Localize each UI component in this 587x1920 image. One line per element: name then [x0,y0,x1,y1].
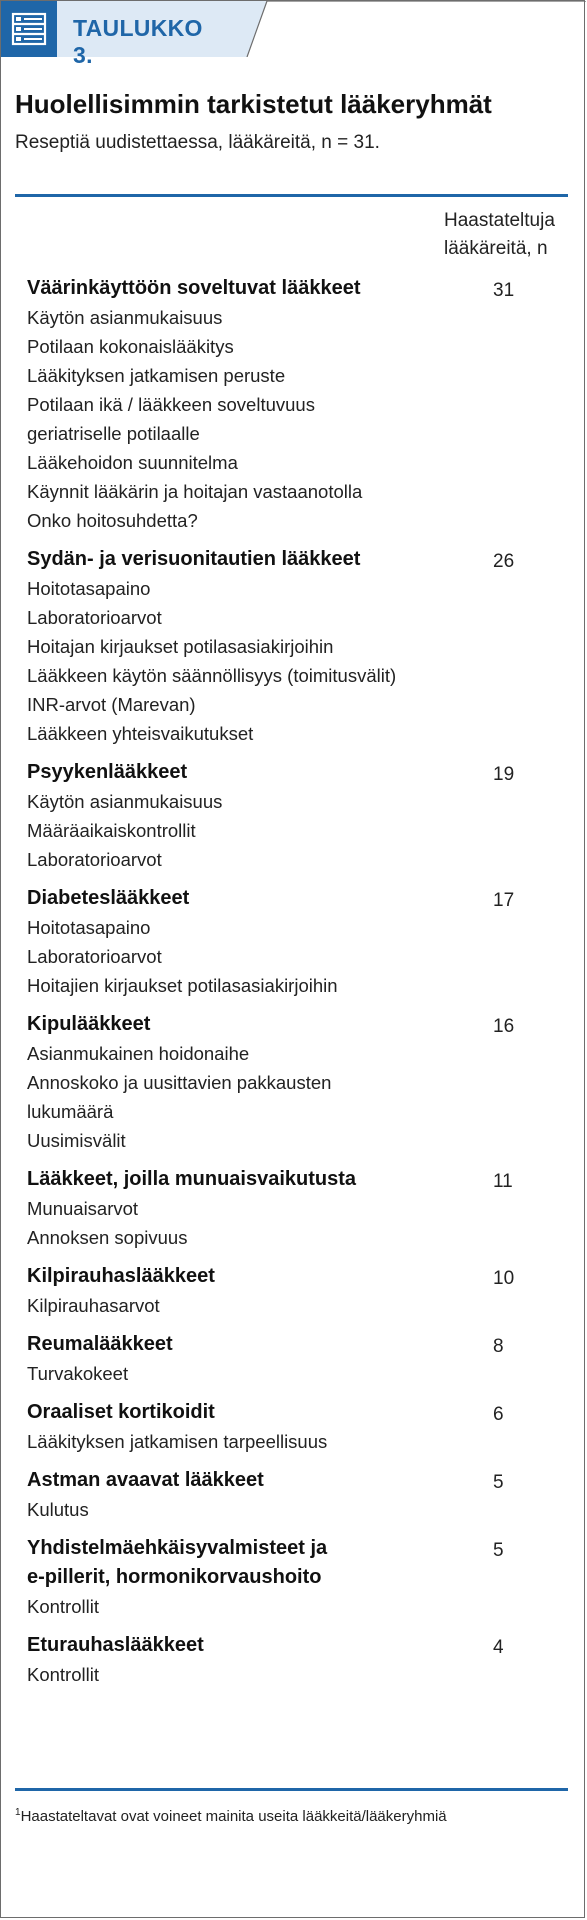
drug-group-title: Oraaliset kortikoidit [27,1401,215,1423]
drug-group-title: Kilpirauhaslääkkeet [27,1265,215,1287]
checked-item: Laboratorioarvot [27,849,162,870]
checked-item: Määräaikaiskontrollit [27,820,196,841]
drug-group-title: Reumalääkkeet [27,1333,173,1355]
footnote [15,1807,447,1825]
checked-item: Potilaan ikä / lääkkeen soveltuvuus [27,394,315,415]
drug-group [27,1534,567,1621]
physician-count: 5 [493,1540,504,1561]
drug-group-title: Väärinkäyttöön soveltuvat lääkkeet [27,277,361,299]
drug-group-list [27,274,567,1699]
drug-group-title: Sydän- ja verisuonitautien lääkkeet [27,548,361,570]
checked-item: Lääkityksen jatkamisen peruste [27,365,286,386]
table-icon-box [1,1,57,57]
physician-count: 5 [493,1472,504,1493]
drug-group [27,758,567,874]
checked-item: Kulutus [27,1499,89,1520]
drug-group [27,274,567,535]
checked-item: Annoksen sopivuus [27,1227,188,1248]
table-icon [1,1,57,57]
drug-group-title: Eturauhaslääkkeet [27,1634,204,1656]
checked-item: Hoitotasapaino [27,578,151,599]
drug-group [27,1262,567,1320]
checked-item: Käynnit lääkärin ja hoitajan vastaanotolla [27,481,363,502]
checked-item: Käytön asianmukaisuus [27,307,223,328]
checked-item: geriatriselle potilaalle [27,423,200,444]
physician-count: 31 [493,280,515,301]
checked-item: Onko hoitosuhdetta? [27,510,198,531]
checked-item: Lääkityksen jatkamisen tarpeellisuus [27,1431,328,1452]
physician-count: 19 [493,764,515,785]
table-title: Huolellisimmin tarkistetut lääkeryhmät [15,89,492,119]
checked-item: Munuaisarvot [27,1198,139,1219]
physician-count: 26 [493,551,515,572]
checked-item: Lääkehoidon suunnitelma [27,452,238,473]
physician-count: 8 [493,1336,504,1357]
bottom-rule [15,1788,568,1791]
checked-item: Annoskoko ja uusittavien pakkausten [27,1072,332,1093]
checked-item: Laboratorioarvot [27,946,162,967]
checked-item: Turvakokeet [27,1363,129,1384]
drug-group-title: Lääkkeet, joilla munuaisvaikutusta [27,1168,357,1190]
drug-group [27,1398,567,1456]
drug-group [27,1165,567,1252]
table-subtitle: Reseptiä uudistettaessa, lääkäreitä, n = 31. [15,132,380,153]
checked-item: Hoitajan kirjaukset potilasasiakirjoihin [27,636,334,657]
checked-item: Potilaan kokonaislääkitys [27,336,234,357]
drug-group-title: Psyykenlääkkeet [27,761,188,783]
physician-count: 11 [493,1171,513,1192]
column-header-line: Haastateltuja [444,210,555,231]
drug-group [27,1330,567,1388]
drug-group-title: Kipulääkkeet [27,1013,151,1035]
checked-item: Lääkkeen yhteisvaikutukset [27,723,254,744]
footnote-text: Haastateltavat ovat voineet mainita useita lääkkeitä/lääkeryhmiä [20,1808,447,1825]
physician-count: 10 [493,1268,515,1289]
tag-label: TAULUKKO 3. [73,15,203,68]
checked-item: Laboratorioarvot [27,607,162,628]
checked-item: Uusimisvälit [27,1130,126,1151]
column-header-line: lääkäreitä, n [444,238,548,259]
drug-group [27,884,567,1000]
checked-item: Käytön asianmukaisuus [27,791,223,812]
footnote-marker: 1 [15,1807,21,1818]
drug-group [27,545,567,748]
checked-item: Kilpirauhasarvot [27,1295,160,1316]
checked-item: INR-arvot (Marevan) [27,694,196,715]
physician-count: 6 [493,1404,504,1425]
drug-group [27,1010,567,1155]
checked-item: Hoitotasapaino [27,917,151,938]
physician-count: 17 [493,890,515,911]
drug-group [27,1631,567,1689]
physician-count: 4 [493,1637,504,1658]
top-rule [15,194,568,197]
checked-item: Kontrollit [27,1596,99,1617]
column-header [444,207,555,263]
checked-item: Kontrollit [27,1664,99,1685]
drug-group-title: Yhdistelmäehkäisyvalmisteet ja [27,1537,328,1559]
drug-group-title: Diabeteslääkkeet [27,887,190,909]
checked-item: Hoitajien kirjaukset potilasasiakirjoihin [27,975,338,996]
drug-group-title: Astman avaavat lääkkeet [27,1469,264,1491]
drug-group [27,1466,567,1524]
checked-item: Asianmukainen hoidonaihe [27,1043,250,1064]
drug-group-title: e-pillerit, hormonikorvaushoito [27,1566,322,1588]
checked-item: Lääkkeen käytön säännöllisyys (toimitusvälit) [27,665,397,686]
checked-item: lukumäärä [27,1101,114,1122]
physician-count: 16 [493,1016,515,1037]
